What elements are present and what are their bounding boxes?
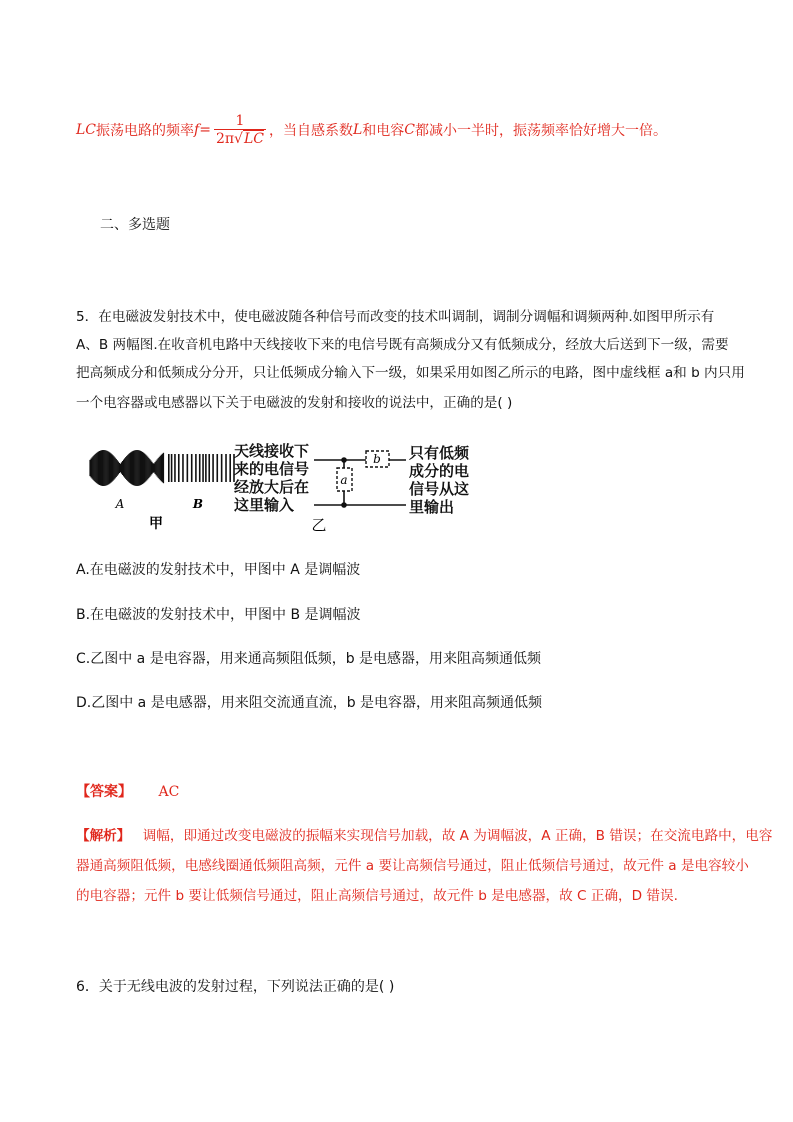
waveform-B xyxy=(168,454,235,482)
label-A: A xyxy=(115,497,125,511)
waveform-B-bar xyxy=(174,454,176,482)
box-a-label: a xyxy=(340,473,348,487)
formula-text-2: ，当自感系数 xyxy=(268,123,353,139)
box-b-label: b xyxy=(373,452,381,466)
diagram-output-text xyxy=(409,444,469,516)
equals-sign: = xyxy=(199,122,211,138)
circuit-diagram xyxy=(76,438,486,538)
waveform-B-bar xyxy=(199,454,201,482)
output-text-line: 里输出 xyxy=(409,498,455,516)
waveform-B-bar xyxy=(171,454,173,482)
option-A: A.在电磁波的发射技术中，甲图中 A 是调幅波 xyxy=(76,562,361,578)
option-C: C.乙图中 a 是电容器，用来通高频阻低频，b 是电感器，用来阻高频通低频 xyxy=(76,651,542,667)
question-5-line-1: 5．在电磁波发射技术中，使电磁波随各种信号而改变的技术叫调制，调制分调幅和调频两种.如图甲所示有 xyxy=(76,309,715,325)
option-D: D.乙图中 a 是电感器，用来阻交流通直流，b 是电容器，用来阻高频通低频 xyxy=(76,695,543,711)
output-text-line: 只有低频 xyxy=(409,444,470,462)
label-yi: 乙 xyxy=(311,516,327,534)
input-text-line: 天线接收下 xyxy=(234,442,310,460)
waveform-A xyxy=(90,450,164,486)
input-text-line: 经放大后在 xyxy=(234,478,310,496)
fraction-numerator: 1 xyxy=(214,113,266,130)
input-text-line: 这里输入 xyxy=(234,496,295,514)
input-text-line: 来的电信号 xyxy=(234,460,310,478)
formula-text-4: 都减小一半时，振荡频率恰好增大一倍。 xyxy=(415,123,667,139)
waveform-B-bar xyxy=(205,454,207,482)
analysis-line-2: 器通高频阻低频，电感线圈通低频阻高频，元件 a 要让高频信号通过，阻止低频信号通过，故元件 a 是电容较小 xyxy=(76,858,749,874)
question-5-line-3: 把高频成分和低频成分分开，只让低频成分输入下一级，如果采用如图乙所示的电路，图中虚线框 a和 b 内只用 xyxy=(76,365,745,381)
waveform-B-bar xyxy=(221,454,223,482)
sqrt-sign: √ xyxy=(234,130,243,147)
formula-line xyxy=(76,108,667,152)
waveform-B-bar xyxy=(191,454,193,482)
waveform-B-bar xyxy=(212,454,214,482)
var-f: f xyxy=(194,122,200,138)
waveform-B-bar xyxy=(187,454,189,482)
question-5-line-2: A、B 两幅图.在收音机电路中天线接收下来的电信号既有高频成分又有低频成分，经放大后送到下一级，需要 xyxy=(76,337,729,353)
waveform-B-bar xyxy=(178,454,180,482)
question-6: 6．关于无线电波的发射过程，下列说法正确的是( ) xyxy=(76,979,395,995)
answer-block xyxy=(76,781,179,801)
frequency-fraction xyxy=(214,113,266,148)
waveform-B-bar xyxy=(182,454,184,482)
analysis-line-1 xyxy=(76,825,772,848)
circuit-lines xyxy=(314,458,406,507)
answer-label: 【答案】 xyxy=(76,784,132,800)
sqrt-LC: LC xyxy=(243,130,264,147)
two-pi: 2π xyxy=(215,130,235,147)
analysis-text-1: 调幅，即通过改变电磁波的振幅来实现信号加载，故 A 为调幅波，A 正确，B 错误；在交流电路中，电容 xyxy=(142,828,773,844)
var-LC: LC xyxy=(76,122,97,138)
fraction-denominator xyxy=(214,130,266,148)
var-C: C xyxy=(404,122,415,138)
output-text-line: 成分的电 xyxy=(409,462,470,480)
section-heading: 二、多选题 xyxy=(100,217,170,233)
waveform-B-bar xyxy=(202,454,204,482)
waveform-B-bar xyxy=(225,454,227,482)
waveform-B-bar xyxy=(216,454,218,482)
analysis-line-3: 的电容器；元件 b 要让低频信号通过，阻止高频信号通过，故元件 b 是电感器，故 C 正确，D 错误. xyxy=(76,888,678,904)
waveform-B-bar xyxy=(168,454,170,482)
answer-value: AC xyxy=(158,784,180,800)
analysis-label: 【解析】 xyxy=(76,828,131,844)
option-B: B.在电磁波的发射技术中，甲图中 B 是调幅波 xyxy=(76,607,361,623)
label-jia: 甲 xyxy=(149,516,163,532)
formula-text-3: 和电容 xyxy=(362,123,405,139)
formula-text-1: 振荡电路的频率 xyxy=(96,123,195,139)
waveform-B-bar xyxy=(195,454,197,482)
waveform-B-bar xyxy=(229,454,231,482)
question-5-line-4: 一个电容器或电感器以下关于电磁波的发射和接收的说法中，正确的是( ) xyxy=(76,395,513,411)
diagram-input-text xyxy=(234,442,309,514)
output-text-line: 信号从这 xyxy=(409,480,470,498)
label-B: B xyxy=(192,497,204,511)
var-L: L xyxy=(352,122,363,138)
waveform-B-bar xyxy=(208,454,210,482)
